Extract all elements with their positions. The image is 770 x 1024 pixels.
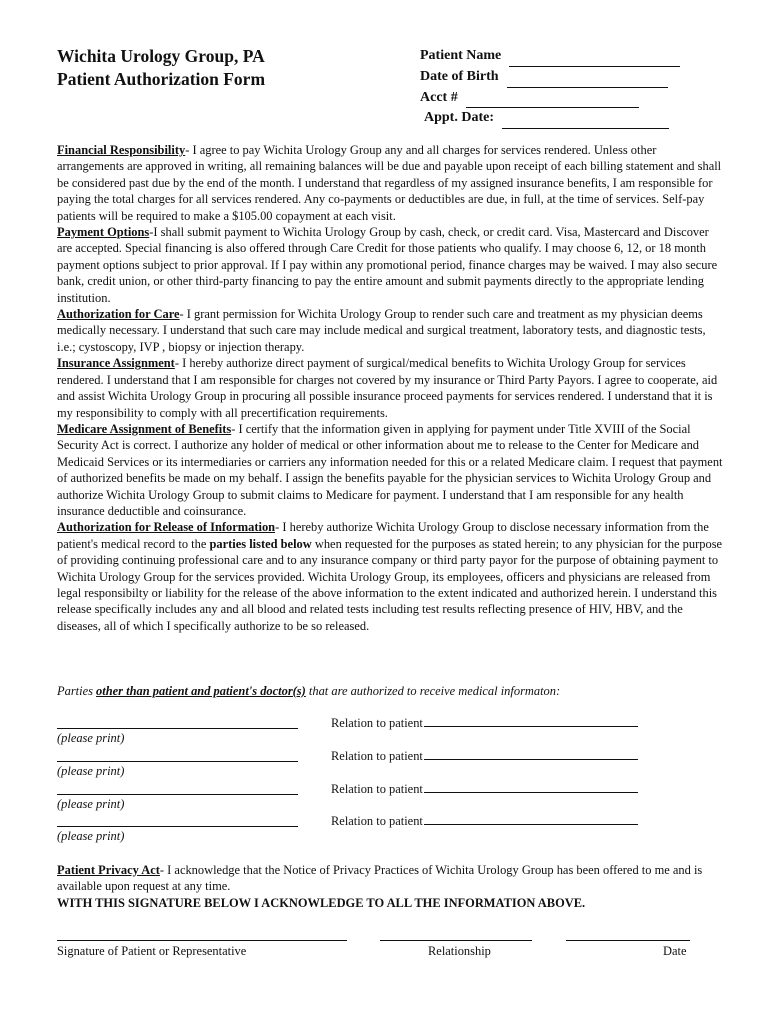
party-name-field[interactable] — [57, 761, 298, 762]
financial-heading: Financial Responsibility — [57, 143, 186, 157]
relation-field[interactable] — [424, 715, 638, 727]
relation-field[interactable] — [424, 748, 638, 760]
relation-row — [331, 748, 638, 764]
acct-field[interactable] — [466, 94, 639, 108]
please-print-label: (please print) — [57, 829, 125, 843]
form-header — [57, 45, 265, 91]
acct-label: Acct # — [420, 89, 458, 105]
date-label: Date — [663, 944, 687, 958]
parties-intro — [57, 684, 560, 699]
appt-date-field[interactable] — [502, 115, 669, 129]
please-print-label: (please print) — [57, 797, 125, 811]
acknowledgement-statement: WITH THIS SIGNATURE BELOW I ACKNOWLEDGE TO ALL THE INFORMATION ABOVE. — [57, 896, 586, 910]
relation-label: Relation to patient — [331, 716, 423, 730]
relation-field[interactable] — [424, 813, 638, 825]
party-name-field[interactable] — [57, 728, 298, 729]
dob-field[interactable] — [507, 74, 668, 88]
relation-row — [331, 781, 638, 797]
financial-text: - I agree to pay Wichita Urology Group any and all charges for services rendered. Unless other arrangements are approved in writing, all remaining balances will be due and payable upon receipt of each billing statement and shall be considered past due by the end of the month. I understand that regardless of my assigned insurance benefits, I am responsible for paying the total charges for all services rendered. Any co-payments or deductibles are due, in full, at the time of services. Self-pay patients will be required to make a $105.00 copayment at each visit. — [57, 143, 722, 223]
insurance-heading: Insurance Assignment — [57, 356, 175, 371]
payment-paragraph — [57, 224, 725, 306]
dob-label: Date of Birth — [420, 68, 499, 84]
release-text-b: when requested for the purposes as stated herein; to any physician for the purpose of providing continuing professional care and to any insurance company or third party payor for the purpose of obtaining payment to Wichita Urology Group for the services provided. Wichita Urology Group, its employees, officers and physicians are released from legal responsibilty or liability for the release of the above information to the extent indicated and authorized herein. I understand this release specifically includes any and all blood and related tests including test results reflecting presence of HIV, HBV, and the diseases, all of which I specifically authorize to be so released. — [57, 536, 723, 633]
relationship-label: Relationship — [428, 944, 491, 958]
patient-name-field[interactable] — [509, 53, 680, 67]
medicare-paragraph — [57, 421, 725, 519]
relation-row — [331, 813, 638, 829]
please-print-label: (please print) — [57, 731, 125, 745]
payment-text: -I shall submit payment to Wichita Urology Group by cash, check, or credit card. Visa, Mastercard and Discover are accepted. Special financing is also offered through Care Credit for those patients who qualify. I may choose 6, 12, or 18 month payment options subject to prior approval. If I pay within any promotional period, finance charges may be waived. I may also secure bank, credit union, or other third-party financing to pay the entire amount and submit payments directly to the appropriate lending institution. — [57, 225, 718, 305]
patient-name-row — [420, 46, 680, 67]
acct-row — [420, 88, 680, 109]
patient-name-label: Patient Name — [420, 48, 502, 63]
patient-info-block — [420, 46, 680, 129]
terms-body — [57, 142, 725, 634]
payment-heading: Payment Options — [57, 225, 150, 240]
relation-row — [331, 715, 638, 731]
parties-post: that are authorized to receive medical informaton: — [305, 684, 561, 698]
care-heading: Authorization for Care — [57, 307, 180, 322]
care-paragraph — [57, 306, 725, 355]
parties-emphasis: other than patient and patient's doctor(s) — [96, 684, 306, 698]
medicare-text: - I certify that the information given in applying for payment under Title XVIII of the Social Security Act is correct. I authorize any holder of medical or other information about me to release to the Center for Medicare and Medicaid Services or its intermediaries or carriers any information needed for this or a related Medicare claim. I request that payment of authorized benefits be made on my behalf. I assign the benefits payable for the physician services to Wichita Urology Group and authorize Wichita Urology Group to submit claims to Medicare for payment. I understand that I am responsible for any health insurance deductible and coinsurance. — [57, 421, 723, 518]
parties-pre: Parties — [57, 684, 97, 698]
dob-row — [420, 67, 680, 88]
release-text-a: - I hereby authorize Wichita Urology Group to disclose necessary information from the patient's medical record to the — [57, 520, 709, 551]
release-parties-bold: parties listed below — [209, 536, 312, 551]
date-field[interactable] — [566, 940, 690, 941]
care-text: - I grant permission for Wichita Urology Group to render such care and treatment as my physician deems medically necessary. I understand that such care may include medical and surgical treatment, laboratory tests, and diagnostic tests, i.e.; cystoscopy, IVP , biopsy or injection therapy. — [57, 307, 706, 354]
relation-label: Relation to patient — [331, 782, 423, 796]
release-paragraph — [57, 519, 725, 634]
medicare-heading: Medicare Assignment of Benefits — [57, 421, 232, 436]
insurance-text: - I hereby authorize direct payment of surgical/medical benefits to Wichita Urology Group for services rendered. I understand that I am responsible for charges not covered by my insurance or Third Party Payors. I agree to cooperate, aid and assist Wichita Urology Group in procuring all possible insurance proceed payments for services rendered. I understand that it is my responsibility to comply with all precertification requirements. — [57, 356, 718, 420]
insurance-paragraph — [57, 355, 725, 421]
release-heading: Authorization for Release of Information — [57, 520, 276, 535]
financial-paragraph — [57, 142, 725, 224]
privacy-paragraph — [57, 862, 725, 895]
relation-label: Relation to patient — [331, 814, 423, 828]
relationship-field[interactable] — [380, 940, 532, 941]
party-name-field[interactable] — [57, 826, 298, 827]
signature-field[interactable] — [57, 940, 347, 941]
privacy-text: - I acknowledge that the Notice of Privacy Practices of Wichita Urology Group has been offered to me and is available upon request at any time. — [57, 863, 703, 894]
privacy-heading: Patient Privacy Act — [57, 863, 160, 877]
org-name: Wichita Urology Group, PA — [57, 46, 265, 66]
form-title: Patient Authorization Form — [57, 69, 266, 89]
relation-field[interactable] — [424, 781, 638, 793]
relation-label: Relation to patient — [331, 749, 423, 763]
party-name-field[interactable] — [57, 794, 298, 795]
appt-row — [420, 108, 680, 129]
signature-label: Signature of Patient or Representative — [57, 944, 247, 958]
please-print-label: (please print) — [57, 764, 125, 778]
appt-label: Appt. Date: — [424, 110, 494, 126]
